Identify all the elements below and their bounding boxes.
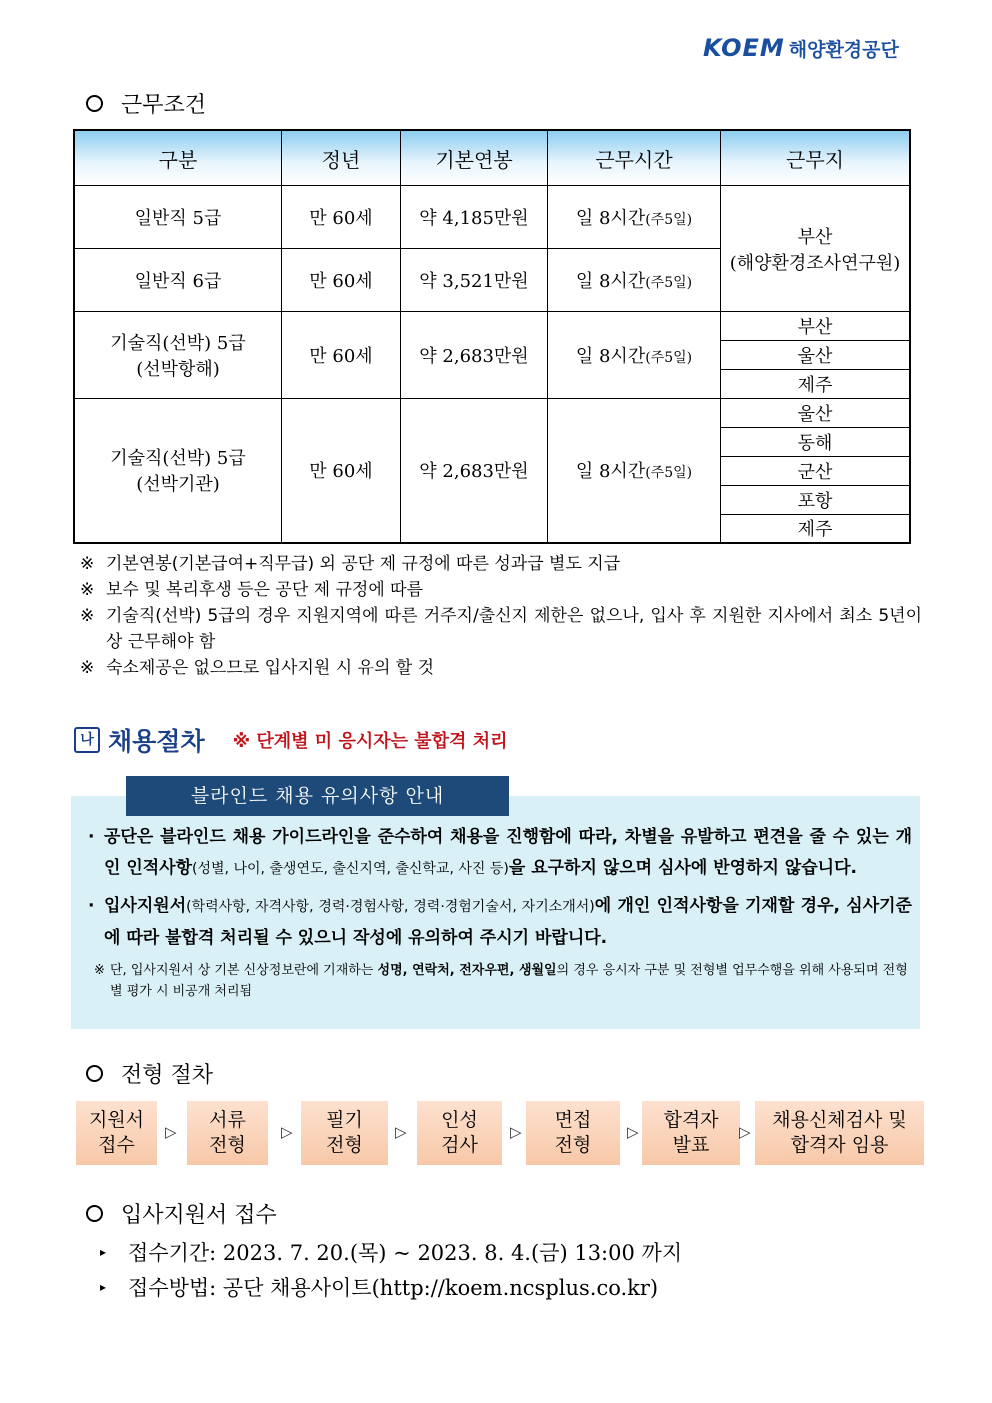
table-header-row <box>74 130 910 186</box>
blind-paragraph: · 공단은 블라인드 채용 가이드라인을 준수하여 채용을 진행함에 따라, 차별을 유발하고 편견을 줄 수 있는 개인 인적사항(성별, 나이, 출생연도, 출신지역, 출신학교, 사진 등)을 요구하지 않으며 심사에 반영하지 않습니다. <box>88 827 912 878</box>
step-box: 서류 전형 <box>187 1101 268 1165</box>
work-conditions-table <box>73 129 911 544</box>
procedure-title: 채용절차 <box>108 727 205 756</box>
section-badge-icon: 나 <box>74 727 100 753</box>
salary-cell: 약 2,683만원 <box>401 399 548 543</box>
hours-cell: 일 8시간(주5일) <box>548 312 721 399</box>
step-box: 지원서 접수 <box>76 1101 157 1165</box>
arrow-icon: ▷ <box>510 1123 522 1141</box>
age-cell: 만 60세 <box>282 312 401 399</box>
column-header: 기본연봉 <box>401 130 548 186</box>
age-cell: 만 60세 <box>282 186 401 249</box>
procedure-warning: ※ 단계별 미 응시자는 불합격 처리 <box>232 731 508 752</box>
step-box: 인성 검사 <box>417 1101 502 1165</box>
location-cell: 울산 <box>721 341 911 370</box>
location-cell: 포항 <box>721 486 911 515</box>
blind-notice-title: 블라인드 채용 유의사항 안내 <box>126 776 509 816</box>
location-cell: 제주 <box>721 370 911 399</box>
logo-text: 해양환경공단 <box>788 38 899 61</box>
salary-cell: 약 3,521만원 <box>401 249 548 312</box>
step-box: 합격자 발표 <box>642 1101 740 1165</box>
grade-cell: 일반직 5급 <box>74 186 282 249</box>
arrow-icon: ▷ <box>395 1123 407 1141</box>
grade-cell: 기술직(선박) 5급 (선박기관) <box>74 399 282 543</box>
age-cell: 만 60세 <box>282 249 401 312</box>
logo-mark: KOEM <box>703 34 785 62</box>
selection-steps <box>76 1101 926 1165</box>
procedure-heading <box>74 722 507 758</box>
hours-cell: 일 8시간(주5일) <box>548 399 721 543</box>
note-item: ※ 기본연봉(기본급여+직무급) 외 공단 제 규정에 따른 성과급 별도 지급 <box>80 554 621 574</box>
application-period: ▸ 접수기간: 2023. 7. 20.(목) ~ 2023. 8. 4.(금) 13:00 까지 <box>100 1241 683 1265</box>
location-cell: 부산 <box>721 312 911 341</box>
notes-list <box>80 551 922 681</box>
step-box: 면접 전형 <box>526 1101 620 1165</box>
column-header: 근무지 <box>721 130 911 186</box>
step-box: 필기 전형 <box>301 1101 388 1165</box>
application-method: ▸ 접수방법: 공단 채용사이트(http://koem.ncsplus.co.kr) <box>100 1276 659 1300</box>
salary-cell: 약 2,683만원 <box>401 312 548 399</box>
circle-bullet-icon <box>86 1205 103 1222</box>
age-cell: 만 60세 <box>282 399 401 543</box>
column-header: 정년 <box>282 130 401 186</box>
location-cell: 울산 <box>721 399 911 428</box>
triangle-bullet-icon: ▸ <box>100 1280 107 1294</box>
work-conditions-title: 근무조건 <box>121 93 207 118</box>
note-item: ※ 보수 및 복리후생 등은 공단 제 규정에 따름 <box>80 580 424 600</box>
hours-cell: 일 8시간(주5일) <box>548 249 721 312</box>
blind-footnote: ※ 단, 입사지원서 상 기본 신상정보란에 기재하는 성명, 연락처, 전자우편, 생월일의 경우 응시자 구분 및 전형별 업무수행을 위해 사용되며 전형별 평가 시 비공개 처리됨 <box>94 963 908 999</box>
hours-cell: 일 8시간(주5일) <box>548 186 721 249</box>
selection-heading <box>86 1058 213 1089</box>
koem-logo <box>703 33 899 63</box>
circle-bullet-icon <box>86 95 103 112</box>
location-cell: 부산 (해양환경조사연구원) <box>721 186 911 312</box>
circle-bullet-icon <box>86 1065 103 1082</box>
note-item: ※ 숙소제공은 없으므로 입사지원 시 유의 할 것 <box>80 658 435 678</box>
table-row <box>74 186 910 249</box>
triangle-bullet-icon: ▸ <box>100 1245 107 1259</box>
arrow-icon: ▷ <box>165 1123 177 1141</box>
note-item: ※ 기술직(선박) 5급의 경우 지원지역에 따른 거주지/출신지 제한은 없으나, 입사 후 지원한 지사에서 최소 5년이상 근무해야 함 <box>80 606 922 652</box>
arrow-icon: ▷ <box>739 1123 751 1141</box>
location-cell: 군산 <box>721 457 911 486</box>
salary-cell: 약 4,185만원 <box>401 186 548 249</box>
column-header: 구분 <box>74 130 282 186</box>
step-box: 채용신체검사 및 합격자 임용 <box>755 1101 924 1165</box>
table-row <box>74 399 910 428</box>
application-title: 입사지원서 접수 <box>121 1203 277 1228</box>
location-cell: 동해 <box>721 428 911 457</box>
column-header: 근무시간 <box>548 130 721 186</box>
table-row <box>74 312 910 341</box>
blind-notice-body <box>88 822 912 1002</box>
location-cell: 제주 <box>721 515 911 543</box>
application-heading <box>86 1198 277 1229</box>
blind-paragraph: · 입사지원서(학력사항, 자격사항, 경력·경험사항, 경력·경험기술서, 자기소개서)에 개인 인적사항을 기재할 경우, 심사기준에 따라 불합격 처리될 수 있으니 작성에 유의하여 주시기 바랍니다. <box>88 896 912 948</box>
grade-cell: 기술직(선박) 5급 (선박항해) <box>74 312 282 399</box>
arrow-icon: ▷ <box>627 1123 639 1141</box>
grade-cell: 일반직 6급 <box>74 249 282 312</box>
arrow-icon: ▷ <box>281 1123 293 1141</box>
selection-title: 전형 절차 <box>121 1063 214 1088</box>
work-conditions-heading <box>86 88 206 119</box>
